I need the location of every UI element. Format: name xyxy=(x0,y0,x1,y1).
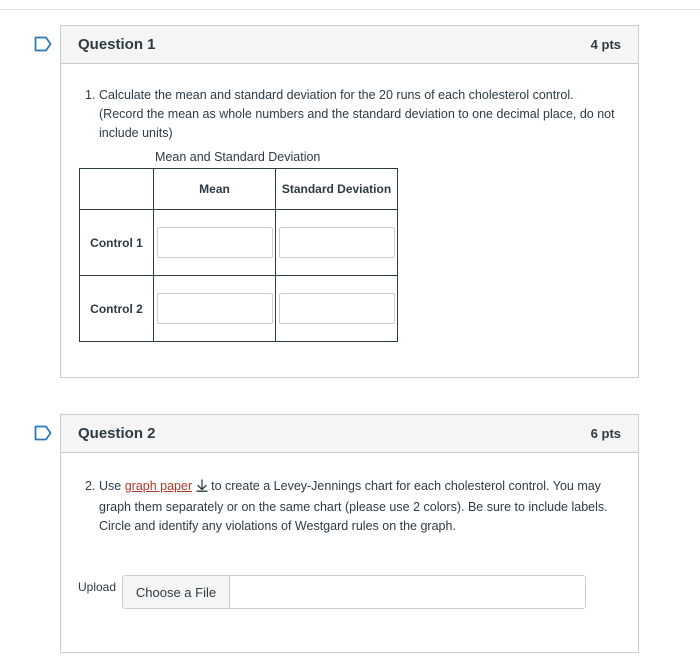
question-text-line-1: Calculate the mean and standard deviation for the 20 runs of each cholesterol control. xyxy=(99,88,574,102)
question-text-start: Use xyxy=(99,479,125,493)
question-text-line-2: graph them separately or on the same chart (please use 2 colors). Be sure to include labels. xyxy=(99,500,608,514)
question-1-header xyxy=(61,26,638,64)
control-1-mean-input[interactable] xyxy=(157,227,273,258)
question-2-text xyxy=(85,477,625,536)
table-header-mean: Mean xyxy=(154,169,276,210)
table-row xyxy=(80,210,398,276)
table-header-empty xyxy=(80,169,154,210)
question-text-line-2: (Record the mean as whole numbers and the standard deviation to one decimal place, do not xyxy=(99,107,615,121)
choose-file-button[interactable]: Choose a File xyxy=(123,576,230,608)
question-2-header xyxy=(61,415,638,453)
upload-label: Upload xyxy=(78,580,117,594)
question-1-card xyxy=(60,25,639,378)
control-2-sd-input[interactable] xyxy=(279,293,395,324)
question-2-card xyxy=(60,414,639,653)
flag-question-2-icon[interactable] xyxy=(34,425,52,441)
question-points: 6 pts xyxy=(590,426,621,441)
table-caption: Mean and Standard Deviation xyxy=(155,150,321,164)
row-label-control-1: Control 1 xyxy=(80,210,154,276)
flag-question-1-icon[interactable] xyxy=(34,36,52,52)
graph-paper-link[interactable]: graph paper xyxy=(124,479,193,493)
table-row xyxy=(80,276,398,342)
flag-outline-icon xyxy=(34,425,52,441)
question-text-line-3: include units) xyxy=(99,126,173,140)
file-upload-field[interactable] xyxy=(122,575,586,609)
question-text-after-link: to create a Levey-Jennings chart for each cholesterol control. You may xyxy=(211,479,601,493)
question-number: 1. xyxy=(85,88,96,102)
question-number: 2. xyxy=(85,479,96,493)
mean-sd-table xyxy=(79,168,398,342)
top-divider xyxy=(0,9,700,10)
question-points: 4 pts xyxy=(590,37,621,52)
flag-outline-icon xyxy=(34,36,52,52)
table-header-sd: Standard Deviation xyxy=(276,169,398,210)
question-title: Question 2 xyxy=(78,425,156,442)
download-icon[interactable] xyxy=(196,479,208,498)
row-label-control-2: Control 2 xyxy=(80,276,154,342)
control-2-mean-input[interactable] xyxy=(157,293,273,324)
question-title: Question 1 xyxy=(78,36,156,53)
question-text-line-3: Circle and identify any violations of Westgard rules on the graph. xyxy=(99,519,456,533)
control-1-sd-input[interactable] xyxy=(279,227,395,258)
question-1-text xyxy=(85,86,625,143)
